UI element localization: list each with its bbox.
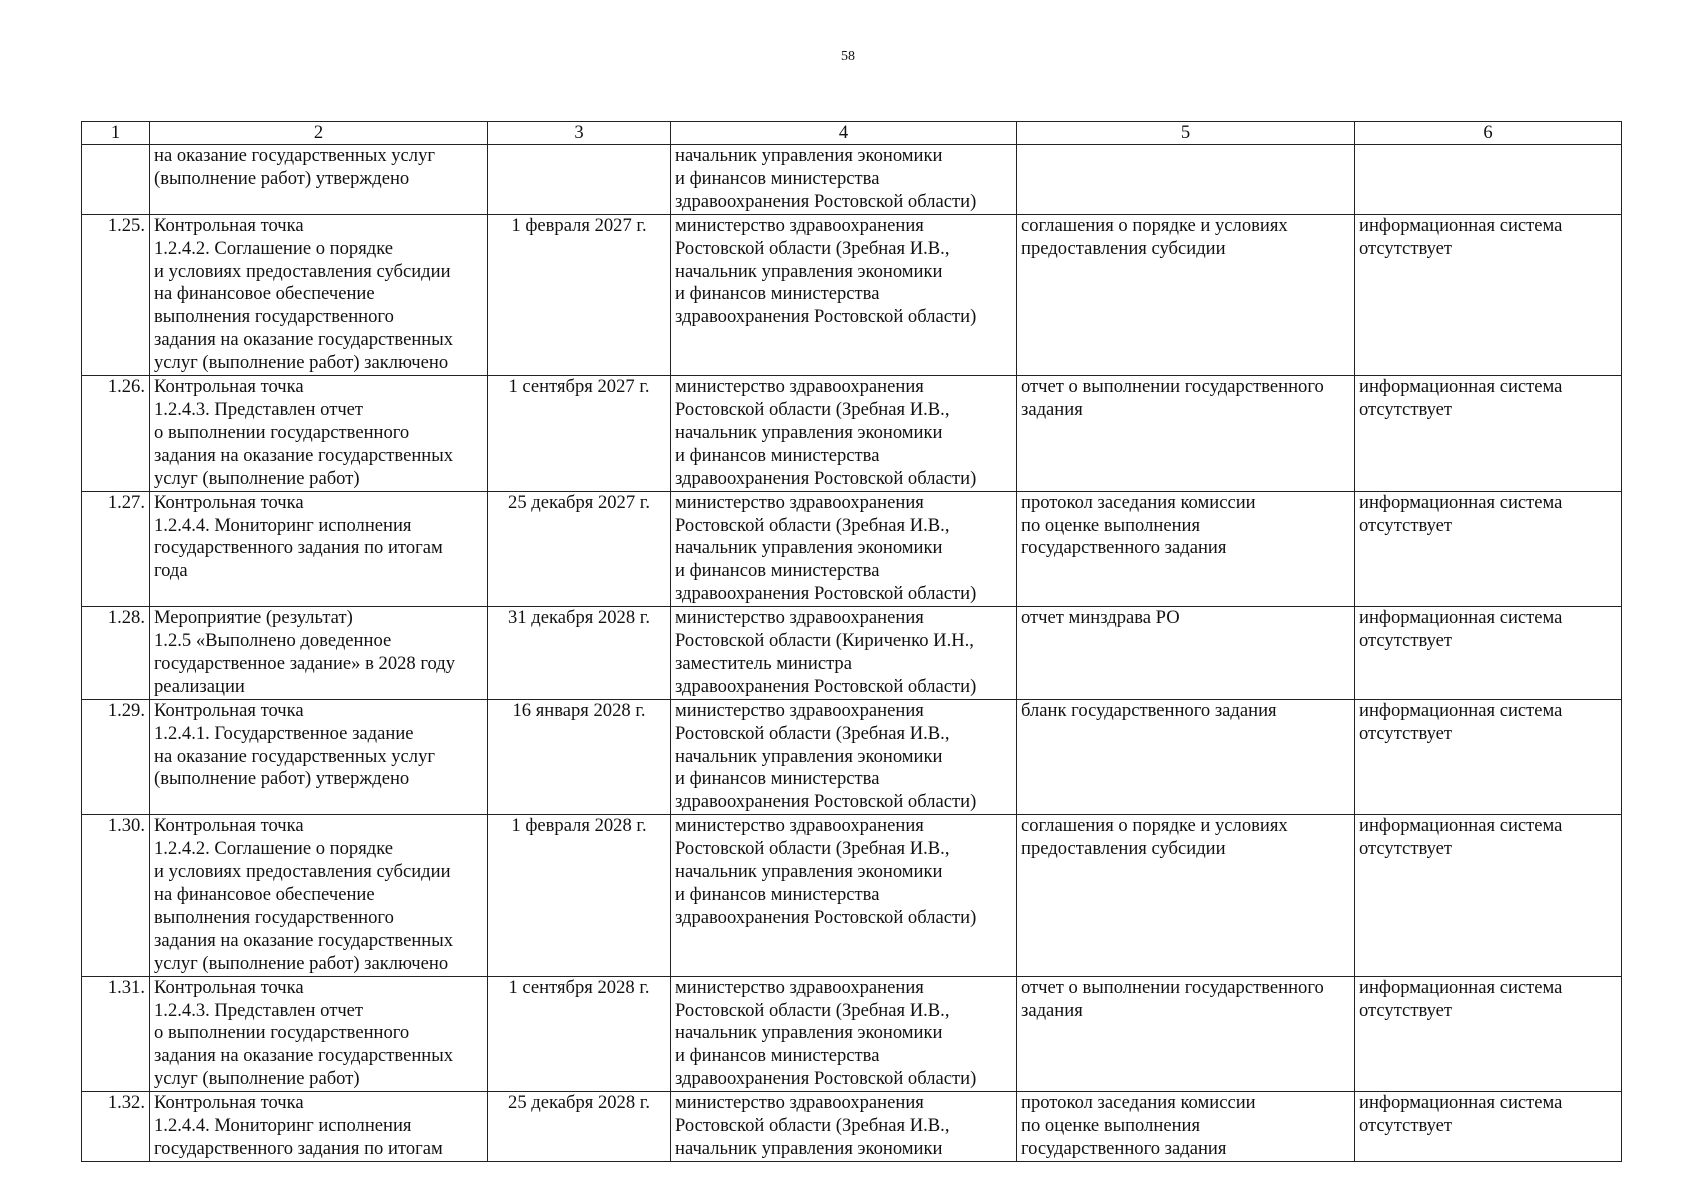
system-cell: информационная система отсутствует [1355, 376, 1622, 492]
system-cell [1355, 145, 1622, 215]
column-header: 2 [150, 122, 488, 145]
plan-table [81, 121, 1622, 1162]
system-cell: информационная система отсутствует [1355, 607, 1622, 700]
responsible-cell: министерство здравоохранения Ростовской области (Зребная И.В., начальник управления экономики и финансов министерства здравоохранения Ростовской области) [671, 976, 1017, 1092]
table-row [82, 607, 1622, 700]
table-row [82, 976, 1622, 1092]
document-cell: соглашения о порядке и условиях предоставления субсидии [1017, 815, 1355, 976]
document-cell: соглашения о порядке и условиях предоставления субсидии [1017, 214, 1355, 375]
event-cell: на оказание государственных услуг (выполнение работ) утверждено [150, 145, 488, 215]
column-header: 3 [488, 122, 671, 145]
responsible-cell: министерство здравоохранения Ростовской области (Кириченко И.Н., заместитель министра здравоохранения Ростовской области) [671, 607, 1017, 700]
row-number: 1.30. [82, 815, 150, 976]
date-cell: 1 февраля 2028 г. [488, 815, 671, 976]
column-header: 1 [82, 122, 150, 145]
system-cell: информационная система отсутствует [1355, 699, 1622, 815]
document-cell: отчет минздрава РО [1017, 607, 1355, 700]
date-cell: 1 февраля 2027 г. [488, 214, 671, 375]
document-cell: отчет о выполнении государственного задания [1017, 976, 1355, 1092]
date-cell: 25 декабря 2028 г. [488, 1092, 671, 1162]
date-cell: 31 декабря 2028 г. [488, 607, 671, 700]
row-number: 1.27. [82, 491, 150, 607]
column-header: 4 [671, 122, 1017, 145]
column-number-row [82, 122, 1622, 145]
table-row [82, 491, 1622, 607]
document-cell: отчет о выполнении государственного задания [1017, 376, 1355, 492]
date-cell: 16 января 2028 г. [488, 699, 671, 815]
row-number [82, 145, 150, 215]
table-row [82, 1092, 1622, 1162]
responsible-cell: министерство здравоохранения Ростовской области (Зребная И.В., начальник управления экономики и финансов министерства здравоохранения Ростовской области) [671, 214, 1017, 375]
system-cell: информационная система отсутствует [1355, 815, 1622, 976]
system-cell: информационная система отсутствует [1355, 976, 1622, 1092]
event-cell: Мероприятие (результат) 1.2.5 «Выполнено доведенное государственное задание» в 2028 году реализации [150, 607, 488, 700]
document-cell [1017, 145, 1355, 215]
responsible-cell: начальник управления экономики и финансов министерства здравоохранения Ростовской области) [671, 145, 1017, 215]
responsible-cell: министерство здравоохранения Ростовской области (Зребная И.В., начальник управления экономики и финансов министерства здравоохранения Ростовской области) [671, 815, 1017, 976]
date-cell: 25 декабря 2027 г. [488, 491, 671, 607]
responsible-cell: министерство здравоохранения Ростовской области (Зребная И.В., начальник управления экономики и финансов министерства здравоохранения Ростовской области) [671, 699, 1017, 815]
responsible-cell: министерство здравоохранения Ростовской области (Зребная И.В., начальник управления экономики [671, 1092, 1017, 1162]
table-row [82, 815, 1622, 976]
date-cell [488, 145, 671, 215]
system-cell: информационная система отсутствует [1355, 1092, 1622, 1162]
page-number: 58 [841, 49, 855, 64]
row-number: 1.26. [82, 376, 150, 492]
table-row [82, 699, 1622, 815]
document-cell: протокол заседания комиссии по оценке выполнения государственного задания [1017, 491, 1355, 607]
table-row [82, 145, 1622, 215]
event-cell: Контрольная точка 1.2.4.2. Соглашение о порядке и условиях предоставления субсидии на финансовое обеспечение выполнения государственного задания на оказание государственных услуг (выполнение работ) заключено [150, 214, 488, 375]
system-cell: информационная система отсутствует [1355, 214, 1622, 375]
column-header: 6 [1355, 122, 1622, 145]
event-cell: Контрольная точка 1.2.4.4. Мониторинг исполнения государственного задания по итогам [150, 1092, 488, 1162]
table-row [82, 214, 1622, 375]
row-number: 1.25. [82, 214, 150, 375]
event-cell: Контрольная точка 1.2.4.2. Соглашение о порядке и условиях предоставления субсидии на финансовое обеспечение выполнения государственного задания на оказание государственных услуг (выполнение работ) заключено [150, 815, 488, 976]
system-cell: информационная система отсутствует [1355, 491, 1622, 607]
row-number: 1.32. [82, 1092, 150, 1162]
event-cell: Контрольная точка 1.2.4.3. Представлен отчет о выполнении государственного задания на оказание государственных услуг (выполнение работ) [150, 976, 488, 1092]
event-cell: Контрольная точка 1.2.4.3. Представлен отчет о выполнении государственного задания на оказание государственных услуг (выполнение работ) [150, 376, 488, 492]
date-cell: 1 сентября 2028 г. [488, 976, 671, 1092]
responsible-cell: министерство здравоохранения Ростовской области (Зребная И.В., начальник управления экономики и финансов министерства здравоохранения Ростовской области) [671, 376, 1017, 492]
row-number: 1.31. [82, 976, 150, 1092]
date-cell: 1 сентября 2027 г. [488, 376, 671, 492]
table-row [82, 376, 1622, 492]
column-header: 5 [1017, 122, 1355, 145]
responsible-cell: министерство здравоохранения Ростовской области (Зребная И.В., начальник управления экономики и финансов министерства здравоохранения Ростовской области) [671, 491, 1017, 607]
row-number: 1.29. [82, 699, 150, 815]
event-cell: Контрольная точка 1.2.4.1. Государственное задание на оказание государственных услуг (выполнение работ) утверждено [150, 699, 488, 815]
event-cell: Контрольная точка 1.2.4.4. Мониторинг исполнения государственного задания по итогам года [150, 491, 488, 607]
document-cell: бланк государственного задания [1017, 699, 1355, 815]
row-number: 1.28. [82, 607, 150, 700]
document-cell: протокол заседания комиссии по оценке выполнения государственного задания [1017, 1092, 1355, 1162]
